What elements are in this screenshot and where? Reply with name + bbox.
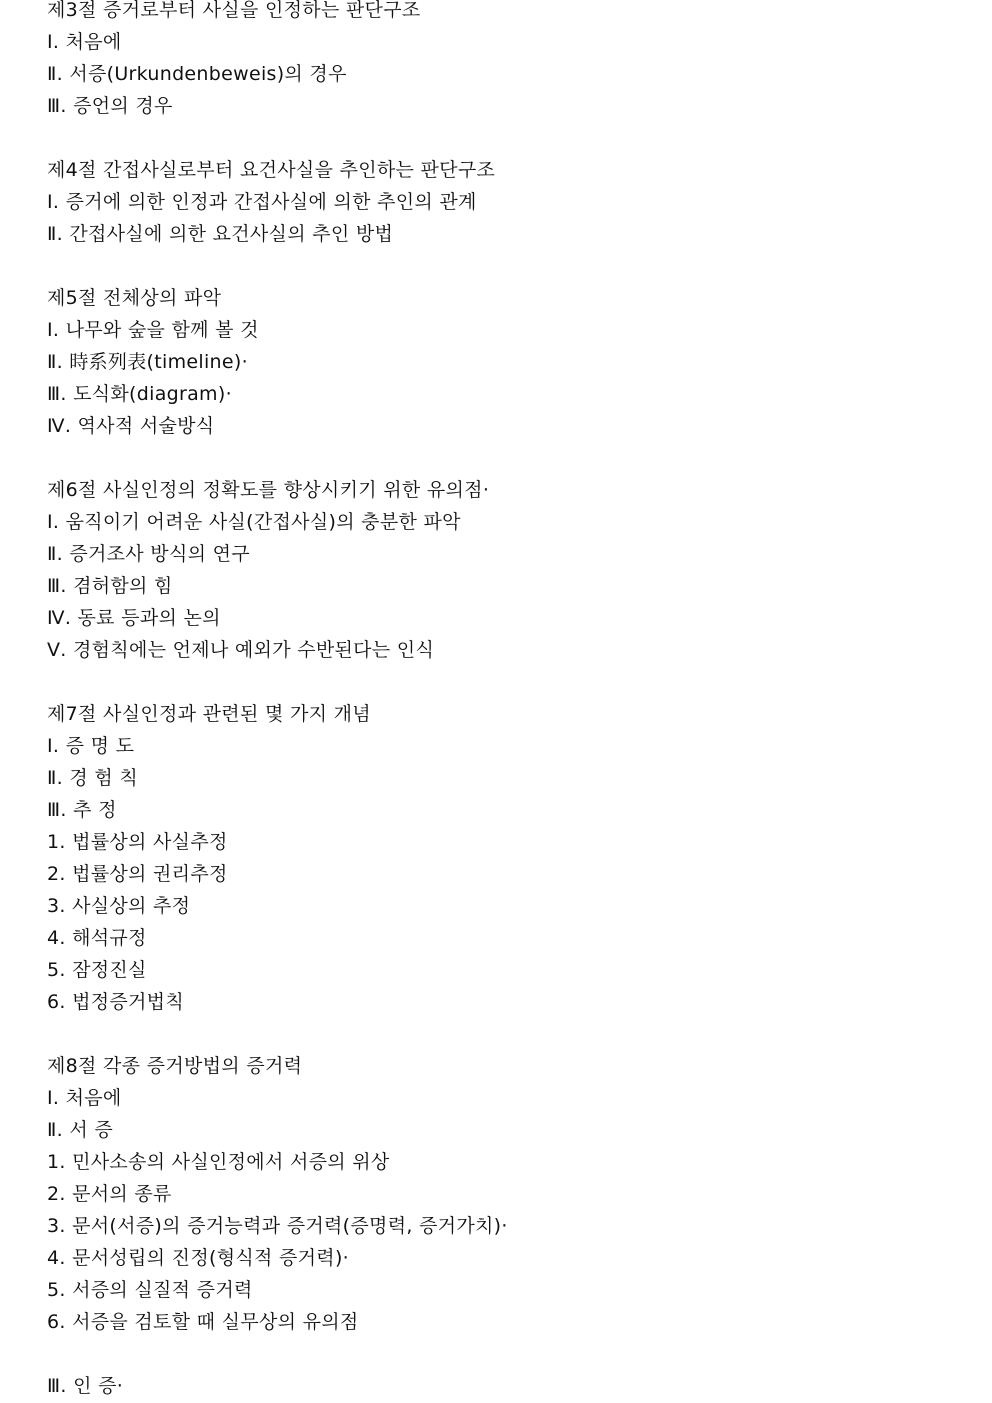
section-heading: 제6절 사실인정의 정확도를 향상시키기 위한 유의점· [47,479,490,501]
section-heading: 제5절 전체상의 파악 [47,287,222,309]
list-item: Ⅰ. 증거에 의한 인정과 간접사실에 의한 추인의 관계 [47,191,477,213]
sub-list-item: 2. 법률상의 권리추정 [47,863,228,885]
section-heading: 제8절 각종 증거방법의 증거력 [47,1055,303,1077]
list-item: Ⅰ. 처음에 [47,1087,122,1109]
list-item: Ⅱ. 서증(Urkundenbeweis)의 경우 [47,63,347,85]
sub-list-item: 5. 잠정진실 [47,959,147,981]
spacer [47,442,967,474]
spacer [47,122,967,154]
sub-list-item: 2. 문서의 종류 [47,1183,172,1205]
sub-list-item: 5. 서증의 실질적 증거력 [47,1279,253,1301]
sub-list-item: 3. 문서(서증)의 증거능력과 증거력(증명력, 증거가치)· [47,1215,508,1237]
list-item: Ⅲ. 증언의 경우 [47,95,173,117]
section-heading: 제7절 사실인정과 관련된 몇 가지 개념 [47,703,371,725]
list-item: Ⅳ. 동료 등과의 논의 [47,607,221,629]
list-item: Ⅰ. 증 명 도 [47,735,135,757]
list-item: Ⅱ. 서 증 [47,1119,113,1141]
list-item: Ⅴ. 경험칙에는 언제나 예외가 수반된다는 인식 [47,639,435,661]
list-item: Ⅰ. 나무와 숲을 함께 볼 것 [47,319,259,341]
sub-list-item: 6. 서증을 검토할 때 실무상의 유의점 [47,1311,359,1333]
list-item: Ⅲ. 추 정 [47,799,117,821]
list-item: Ⅱ. 경 험 칙 [47,767,138,789]
list-item: Ⅲ. 겸허함의 힘 [47,575,173,597]
list-item: Ⅳ. 역사적 서술방식 [47,415,215,437]
sub-list-item: 6. 법정증거법칙 [47,991,184,1013]
sub-list-item: 4. 해석규정 [47,927,147,949]
spacer [47,1018,967,1050]
sub-list-item: 1. 민사소송의 사실인정에서 서증의 위상 [47,1151,390,1173]
sub-list-item: 4. 문서성립의 진정(형식적 증거력)· [47,1247,350,1269]
list-item: Ⅰ. 처음에 [47,31,122,53]
list-item: Ⅰ. 움직이기 어려운 사실(간접사실)의 충분한 파악 [47,511,461,533]
spacer [47,1338,967,1370]
spacer [47,666,967,698]
list-item: Ⅱ. 時系列表(timeline)· [47,351,248,373]
list-item: Ⅲ. 도식화(diagram)· [47,383,232,405]
sub-list-item: 3. 사실상의 추정 [47,895,191,917]
list-item: Ⅱ. 간접사실에 의한 요건사실의 추인 방법 [47,223,394,245]
section-heading: 제3절 증거로부터 사실을 인정하는 판단구조 [47,0,421,21]
document-body [47,0,967,1402]
sub-list-item: 1. 법률상의 사실추정 [47,831,228,853]
section-heading: 제4절 간접사실로부터 요건사실을 추인하는 판단구조 [47,159,496,181]
spacer [47,250,967,282]
list-item: Ⅲ. 인 증· [47,1375,124,1397]
list-item: Ⅱ. 증거조사 방식의 연구 [47,543,250,565]
